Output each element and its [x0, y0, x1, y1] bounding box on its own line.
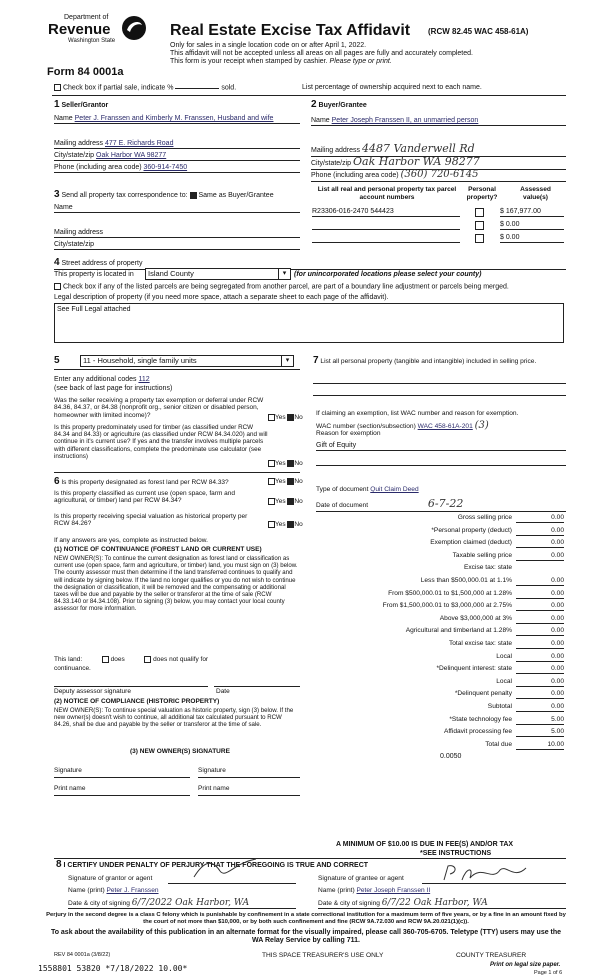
tax-row-label: Taxable selling price [452, 552, 512, 559]
owner-print-line-2 [198, 795, 300, 796]
q6b-yes-no: Yes No [268, 498, 303, 506]
parcel-number[interactable] [312, 234, 460, 243]
tax-row-label: Subtotal [487, 703, 512, 710]
buyer-phone[interactable]: (360) 720-6145 [400, 169, 479, 180]
new-owner-sig-title: (3) NEW OWNER(S) SIGNATURE [130, 748, 230, 755]
form-rcw: (RCW 82.45 WAC 458-61A) [428, 27, 529, 36]
assessed-value[interactable]: $ 167,977.00 [500, 208, 564, 217]
tax-row-label: Total excise tax: state [448, 640, 512, 647]
chevron-down-icon: ▾ [281, 356, 293, 366]
intro-line-1: Only for sales in a single location code on or after April 1, 2022. [170, 42, 367, 49]
tax-row-label: *Delinquent interest: state [436, 665, 512, 672]
form-title: Real Estate Excise Tax Affidavit [170, 22, 411, 39]
same-as-buyer-checkbox[interactable] [190, 192, 197, 199]
alt-format-notice: To ask about the availability of this publication in an alternate format for the visually impaired, please call 360-705-6705. Teletype (TTY) users may use the WA Relay Service by calling 711. [50, 929, 562, 944]
section5-rule [54, 369, 300, 370]
legal-desc-box[interactable] [54, 303, 564, 343]
seller-name[interactable]: Peter J. Franssen and Kimberly M. Franssen, Husband and wife [74, 115, 274, 122]
seller-exemption-question: Was the seller receiving a property tax exemption or deferral under RCW 84.36, 84.37, or 84.38 (nonprofit org., senior citizen or disabled person, homeowner with limited income)? [54, 397, 264, 419]
tax-row-value[interactable]: 0.00 [516, 678, 564, 687]
minimum-note: A MINIMUM OF $10.00 IS DUE IN FEE(S) AND/OR TAX [336, 841, 514, 848]
buyer-name-row: Name Peter Joseph Franssen II, an unmarried person [311, 117, 566, 126]
tax-row-value[interactable]: 5.00 [516, 728, 564, 737]
grantee-date-row: Date & city of signing 6/7/22 Oak Harbor, WA [318, 898, 566, 909]
tax-row-label: From $500,000.01 to $1,500,000 at 1.28% [388, 590, 512, 597]
reason-label: Reason for exemption [316, 430, 381, 437]
tax-row-value[interactable]: 0.00 [516, 539, 564, 548]
section3-mailing-row: Mailing address [54, 229, 300, 238]
tax-row-label: Gross selling price [457, 514, 512, 521]
doc-date-row: Date of document 6-7-22 [316, 498, 566, 512]
grantor-name-row: Name (print) Peter J. Franssen [68, 887, 159, 894]
segregated-checkbox[interactable] [54, 283, 61, 290]
tax-row-label: Agricultural and timberland at 1.28% [405, 627, 512, 634]
grantee-name[interactable]: Peter Joseph Franssen II [356, 887, 431, 894]
section4-street-row: 4 Street address of property [54, 257, 566, 270]
legal-paper-note: Print on legal size paper. [490, 962, 561, 968]
assessed-col-header: Assessed value(s) [520, 186, 551, 201]
section3-heading: 3 Send all property tax correspondence to: Same as Buyer/Grantee [54, 189, 274, 200]
partial-sale-row: Check box if partial sale, indicate % sold. [54, 84, 236, 92]
tax-row-value[interactable]: 0.00 [516, 640, 564, 649]
see-back: (see back of last page for instructions) [54, 385, 173, 392]
personal-property-checkbox[interactable] [475, 234, 484, 243]
parcel-number[interactable]: R23306-016-2470 544423 [312, 208, 460, 217]
tax-row-value[interactable]: 0.00 [516, 527, 564, 536]
grantee-sig-label: Signature of grantee or agent [318, 875, 404, 882]
section7-label: 7 List all personal property (tangible and intangible) included in selling price. [313, 355, 537, 366]
doc-type-row: Type of document Quit Claim Deed [316, 486, 419, 493]
reason-line [316, 465, 566, 466]
partial-sale-checkbox[interactable] [54, 84, 61, 91]
owner-sig-label-2: Signature [198, 767, 226, 774]
notice1-title: (1) NOTICE OF CONTINUANCE (FOREST LAND OR CURRENT USE) [54, 546, 262, 553]
continuance-text: continuance. [54, 665, 91, 672]
grantee-signature-mark [440, 862, 530, 884]
parcel-number[interactable] [312, 221, 460, 230]
section3-city-row: City/state/zip [54, 241, 300, 250]
county-note: (for unincorporated locations please select your county) [294, 271, 482, 278]
certify-statement: 8 I CERTIFY UNDER PENALTY OF PERJURY THAT THE FOREGOING IS TRUE AND CORRECT [56, 859, 369, 870]
tax-row-value[interactable]: 0.00 [516, 552, 564, 561]
see-instructions: *SEE INSTRUCTIONS [420, 850, 492, 857]
seller-city[interactable]: Oak Harbor WA 98277 [96, 152, 167, 159]
current-use-question: Is this property classified as current use (open space, farm and agricultural, or timber) land per RCW 84.34? [54, 490, 236, 505]
dor-logo-icon [120, 15, 148, 41]
local-rate: 0.0050 [440, 753, 462, 760]
q1-yes-no: Yes No [268, 414, 303, 422]
buyer-mailing[interactable]: 4487 Vanderwell Rd [361, 142, 475, 155]
perjury-notice: Perjury in the second degree is a class C felony which is punishable by confinement in a state correctional institution for a maximum term of five years, or by a fine in an amount fixed by the court of not more than $10,000, or by both such confinement and fine (RCW 9A.72.030 and RCW 9A.20.021(1)(c)). [46, 912, 566, 925]
notice2-title: (2) NOTICE OF COMPLIANCE (HISTORIC PROPERTY) [54, 698, 220, 705]
assessed-value[interactable]: $ 0.00 [500, 234, 564, 243]
doc-date[interactable]: 6-7-22 [427, 497, 464, 510]
does-checkbox[interactable] [102, 656, 109, 663]
intro-line-3: This form is your receipt when stamped by cashier. Please type or print. [170, 58, 392, 65]
located-in-label: This property is located in [54, 271, 134, 278]
yes-checkbox[interactable] [268, 521, 275, 528]
notice1-body: NEW OWNER(S): To continue the current designation as forest land or classification as current use (open space, farm and agriculture, or timber) land, you must sign on (3) below. The county assessor must then determine if the land transferred continues to qualify and will indicate by signing below. If the land no longer qualifies or you do not wish to continue the designation or classification, it will be removed and the compensating or additional taxes will be due and payable by the seller or transferor at the time of sale (RCW 84.33.140 or 84.34.108). Prior to signing (3) below, you may contact your local county assessor for more information. [54, 555, 298, 613]
parcel-row [312, 208, 566, 219]
deputy-sig-label: Deputy assessor signature [54, 688, 131, 695]
seller-phone-row: Phone (including area code) 360-914-7450 [54, 164, 300, 173]
grantor-sig-label: Signature of grantor or agent [68, 875, 153, 882]
tax-row-value[interactable]: 0.00 [516, 615, 564, 624]
buyer-phone-row: Phone (including area code) (360) 720-6145 [311, 169, 566, 182]
section5-bottom-rule [54, 472, 300, 473]
grantee-date-city[interactable]: 6/7/22 Oak Harbor, WA [381, 898, 488, 908]
use-code-select[interactable]: 11 - Household, single family units ▾ [80, 355, 294, 367]
deputy-sig-line [54, 686, 208, 687]
form-number: Form 84 0001a [47, 66, 124, 78]
parcel-row [312, 234, 566, 245]
tax-row-label: Above $3,000,000 at 3% [439, 615, 512, 622]
page-number: Page 1 of 6 [534, 970, 563, 976]
seller-phone[interactable]: 360-914-7450 [143, 164, 188, 171]
grantor-name[interactable]: Peter J. Franssen [106, 887, 159, 894]
seller-mailing[interactable]: 477 E. Richards Road [104, 140, 174, 147]
additional-codes[interactable]: 112 [138, 376, 150, 383]
county-treasurer: COUNTY TREASURER [456, 952, 527, 959]
personal-col-header: Personal property? [466, 186, 498, 201]
section5-num: 5 [54, 355, 60, 366]
washington-state-text: Washington State [68, 38, 116, 44]
notice2-body: NEW OWNER(S): To continue special valuation as historic property, sign (3) below. If the new owner(s) doesn't wish to continue, all additional tax calculated pursuant to RCW 84.26, shall be due and payable by the seller or transferor at the time of sale. [54, 707, 294, 729]
personal-property-checkbox[interactable] [475, 208, 484, 217]
personal-property-line [313, 395, 566, 396]
tax-row-label: Total due [485, 741, 512, 748]
tax-row-value[interactable]: 5.00 [516, 716, 564, 725]
tax-row-label: Exemption claimed (deduct) [430, 539, 512, 546]
grantor-date-row: Date & city of signing 6/7/2022 Oak Harbor, WA [68, 898, 296, 909]
segregated-row: Check box if any of the listed parcels are being segregated from another parcel, are part of a boundary line adjustment or parcels being merged. [54, 283, 509, 291]
does-not-checkbox[interactable] [144, 656, 151, 663]
wac-row: WAC number (section/subsection) WAC 458-61A-201 (3) [316, 420, 489, 431]
tax-row-value[interactable]: 10.00 [516, 741, 564, 750]
forest-question: 6 Is this property designated as forest land per RCW 84.33? [54, 476, 229, 487]
grantor-signature-mark [190, 857, 260, 881]
grantee-name-row: Name (print) Peter Joseph Franssen II [318, 887, 431, 894]
tax-row-label: *Delinquent penalty [454, 690, 512, 697]
ownership-note: List percentage of ownership acquired next to each name. [302, 84, 482, 91]
owner-print-label-2: Print name [198, 785, 230, 792]
tax-row-value[interactable]: 0.00 [516, 653, 564, 662]
seller-city-row: City/state/zip Oak Harbor WA 98277 [54, 152, 300, 161]
additional-codes-row: Enter any additional codes 112 [54, 376, 150, 383]
wac-number[interactable]: WAC 458-61A-201 [417, 423, 473, 430]
tax-row-label: *State technology fee [449, 716, 512, 723]
tax-row-label: From $1,500,000.01 to $3,000,000 at 2.75% [382, 602, 512, 609]
assessed-value[interactable]: $ 0.00 [500, 221, 564, 230]
tax-row-value[interactable]: 0.00 [516, 665, 564, 674]
wac-handwritten: (3) [474, 420, 489, 431]
legal-desc-text: See Full Legal attached [57, 306, 131, 313]
buyer-mailing-row: Mailing address 4487 Vanderwell Rd [311, 143, 566, 157]
treasurer-use: THIS SPACE TREASURER'S USE ONLY [262, 952, 384, 959]
tax-row-label: Affidavit processing fee [443, 728, 512, 735]
tax-row-value[interactable]: 0.00 [516, 703, 564, 712]
q2-yes-no: Yes No [268, 460, 303, 468]
tax-row-label: *Personal property (deduct) [431, 527, 512, 534]
buyer-heading: 2 Buyer/Grantee [311, 99, 367, 110]
personal-property-line [313, 383, 566, 384]
intro-line-2: This affidavit will not be accepted unless all areas on all pages are fully and accurately completed. [170, 50, 473, 57]
seller-name-row: Name Peter J. Franssen and Kimberly M. Franssen, Husband and wife [54, 115, 300, 124]
owner-sig-line-2 [198, 777, 300, 778]
historic-question: Is this property receiving special valuation as historical property per RCW 84.26? [54, 513, 248, 528]
tax-row-label: Less than $500,000.01 at 1.1% [420, 577, 512, 584]
yes-checkbox[interactable] [268, 498, 275, 505]
q6a-yes-no: Yes No [268, 478, 303, 486]
reason-row [316, 442, 566, 451]
tax-row-value[interactable]: 0.00 [516, 577, 564, 586]
section3-name-row: Name [54, 204, 300, 213]
seller-mailing-row: Mailing address 477 E. Richards Road [54, 140, 300, 149]
dor-logo [38, 14, 168, 74]
seller-heading: 1 Seller/Grantor [54, 99, 109, 110]
buyer-city-row: City/state/zip Oak Harbor WA 98277 [311, 156, 566, 170]
buyer-name[interactable]: Peter Joseph Franssen II, an unmarried person [331, 117, 479, 124]
q6c-yes-no: Yes No [268, 521, 303, 529]
grantor-sig-line [168, 883, 296, 884]
yes-checkbox[interactable] [268, 460, 275, 467]
county-select[interactable]: Island County ▾ [145, 268, 291, 280]
personal-property-checkbox[interactable] [475, 221, 484, 230]
tax-row-value[interactable]: 0.00 [516, 514, 564, 523]
dept-of-text: Department of [64, 14, 109, 21]
exemption-label: If claiming an exemption, list WAC number and reason for exemption. [316, 410, 519, 417]
owner-print-line-1 [54, 795, 190, 796]
tax-row-value[interactable]: 0.00 [516, 690, 564, 699]
recording-stamp: 1558801 53820 *7/18/2022 10.00* [38, 964, 188, 973]
grantor-date-city[interactable]: 6/7/2022 Oak Harbor, WA [131, 898, 250, 908]
yes-checkbox[interactable] [268, 414, 275, 421]
tax-row-value[interactable]: 0.00 [516, 590, 564, 599]
buyer-city[interactable]: Oak Harbor WA 98277 [353, 155, 480, 168]
deputy-date-line [214, 686, 300, 687]
parcel-row [312, 221, 566, 232]
tax-row-value[interactable]: 0.00 [516, 602, 564, 611]
tax-row-value[interactable]: 0.00 [516, 627, 564, 636]
legal-desc-label: Legal description of property (if you need more space, attach a separate sheet to each page of the affidavit). [54, 294, 389, 301]
if-yes-note: If any answers are yes, complete as instructed below. [54, 537, 208, 544]
header-rule [52, 95, 566, 96]
owner-sig-label-1: Signature [54, 767, 82, 774]
parcel-col-header: List all real and personal property tax parcel account numbers [317, 186, 457, 201]
rev-code: REV 84 0001a (3/8/22) [54, 952, 111, 958]
tax-row-label: Local [496, 678, 512, 685]
owner-print-label-1: Print name [54, 785, 86, 792]
tax-row-label: Excise tax: state [463, 564, 512, 571]
reason-value[interactable]: Gift of Equity [316, 442, 357, 449]
timber-question: Is this property predominately used for timber (as classified under RCW 84.34 and 84.33) or agriculture (as classified under RCW 84.34.020) and will continue in it's current use? If yes and the transfer involves multiple parcels with different classifications, complete the predominate use calculator (see instructions) [54, 424, 268, 460]
owner-sig-line-1 [54, 777, 190, 778]
doc-type[interactable]: Quit Claim Deed [370, 486, 419, 493]
tax-row-label: Local [496, 653, 512, 660]
revenue-text: Revenue [48, 21, 111, 38]
deputy-date-label: Date [216, 688, 230, 695]
this-land-row: This land: does does not qualify for [54, 656, 209, 664]
yes-checkbox[interactable] [268, 478, 275, 485]
chevron-down-icon: ▾ [278, 269, 290, 279]
